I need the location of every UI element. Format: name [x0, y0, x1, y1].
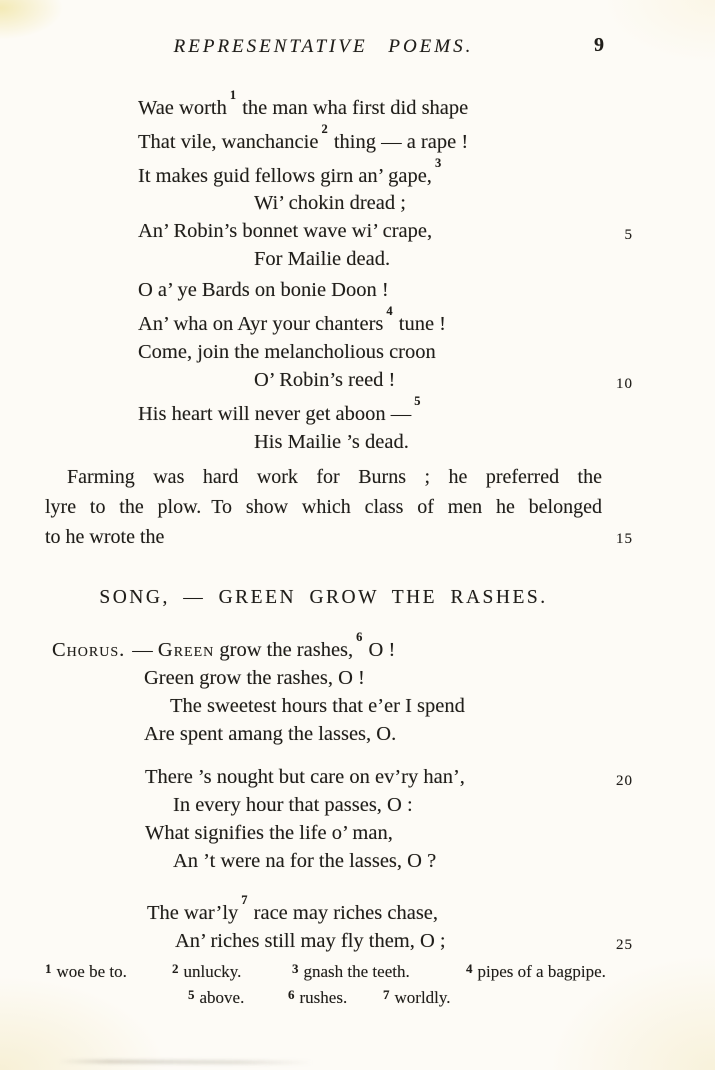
stanza-4	[147, 893, 640, 955]
verse-line: What signifies the life o’ man,	[145, 822, 393, 844]
verse-line-number: 15	[616, 531, 633, 547]
footnote-item: $^4$ pipes of a bagpipe.	[466, 961, 606, 981]
footnote-ref: 5	[414, 393, 421, 408]
stanza-1	[138, 88, 640, 273]
small-caps-word: Green	[157, 638, 215, 661]
footnote-item: $^6$ rushes.	[288, 987, 348, 1007]
verse-line: There ’s nought but care on ev’ry han’, 20	[145, 763, 640, 791]
footnote-item: $^1$ woe be to.	[45, 961, 127, 981]
running-title: REPRESENTATIVE POEMS.	[173, 36, 474, 57]
footnote-mark: 7	[383, 987, 390, 1002]
verse-line-number: 10	[616, 375, 633, 392]
footnote-mark: 4	[466, 961, 473, 976]
footnote-row	[0, 988, 715, 1014]
prose-line: Farming was hard work for Burns ; he preferred the	[67, 466, 602, 488]
verse-line: The war’ly$^7$ race may riches chase,	[147, 893, 439, 924]
verse-line: The sweetest hours that e’er I spend	[170, 694, 465, 717]
prose-line: to he wrote the 15	[45, 522, 602, 552]
verse-line: An ’t were na for the lasses, O ?	[173, 850, 437, 872]
footnote-ref: 7	[241, 893, 248, 907]
footnote-ref: 4	[386, 304, 393, 318]
prose-line: lyre to the plow. To show which class of men he belonged	[45, 496, 602, 518]
verse-line: His Mailie ’s dead.	[254, 430, 409, 453]
verse-line-number: 20	[616, 773, 633, 789]
footnote-item: $^2$ unlucky.	[172, 961, 242, 981]
stanza-3	[145, 763, 640, 875]
verse-line: An’ wha on Ayr your chanters$^4$ tune !	[138, 304, 447, 335]
footnote-item: $^7$ worldly.	[383, 987, 451, 1007]
song-heading: SONG, — GREEN GROW THE RASHES.	[99, 587, 548, 608]
footnote-ref: 2	[321, 121, 328, 136]
page-number: 9	[594, 34, 604, 56]
verse-line: That vile, wanchancie$^2$ thing — a rape !	[138, 121, 469, 153]
running-head	[45, 36, 602, 58]
verse-line: Wi’ chokin dread ;	[254, 192, 406, 215]
verse-line: Green grow the rashes, O !	[144, 666, 365, 689]
footnote-mark: 6	[288, 987, 295, 1002]
verse-line: For Mailie dead.	[254, 248, 391, 271]
footnote-ref: 3	[434, 155, 442, 170]
verse-line: Wae worth$^1$ the man wha first did shape	[138, 88, 469, 119]
chorus	[52, 630, 640, 748]
verse-line: An’ riches still may fly them, O ; 25	[175, 927, 640, 955]
verse-line-number: 5	[624, 227, 633, 244]
footnote-ref: 6	[356, 630, 363, 644]
chorus-label: Chorus.	[52, 638, 126, 661]
footnote-item: $^5$ above.	[188, 987, 245, 1007]
scan-smudge	[58, 1059, 313, 1064]
verse-line: O’ Robin’s reed ! 10	[254, 366, 640, 394]
stanza-2	[138, 276, 640, 456]
verse-line: O a’ ye Bards on bonie Doon !	[138, 279, 389, 301]
prose-1	[45, 462, 633, 552]
footnote-row	[0, 962, 715, 988]
footnote-mark: 3	[292, 961, 299, 976]
footnote-ref: 1	[229, 88, 237, 102]
verse-line: An’ Robin’s bonnet wave wi’ crape, 5	[138, 217, 640, 245]
footnotes	[0, 962, 715, 1022]
footnote-mark: 1	[45, 961, 52, 976]
verse-line: It makes guid fellows girn an’ gape,$^3$	[138, 155, 442, 187]
verse-line: Come, join the melancholious croon	[138, 340, 436, 363]
verse-line: Are spent amang the lasses, O.	[144, 722, 397, 745]
footnote-item: $^3$ gnash the teeth.	[292, 961, 410, 981]
footnote-mark: 2	[172, 961, 179, 976]
verse-line-number: 25	[616, 936, 633, 953]
verse-line: Chorus. — Green grow the rashes,$^6$ O !	[52, 630, 396, 661]
footnote-mark: 5	[188, 987, 195, 1002]
verse-line: His heart will never get aboon —$^5$	[138, 393, 421, 425]
verse-line: In every hour that passes, O :	[173, 794, 413, 816]
